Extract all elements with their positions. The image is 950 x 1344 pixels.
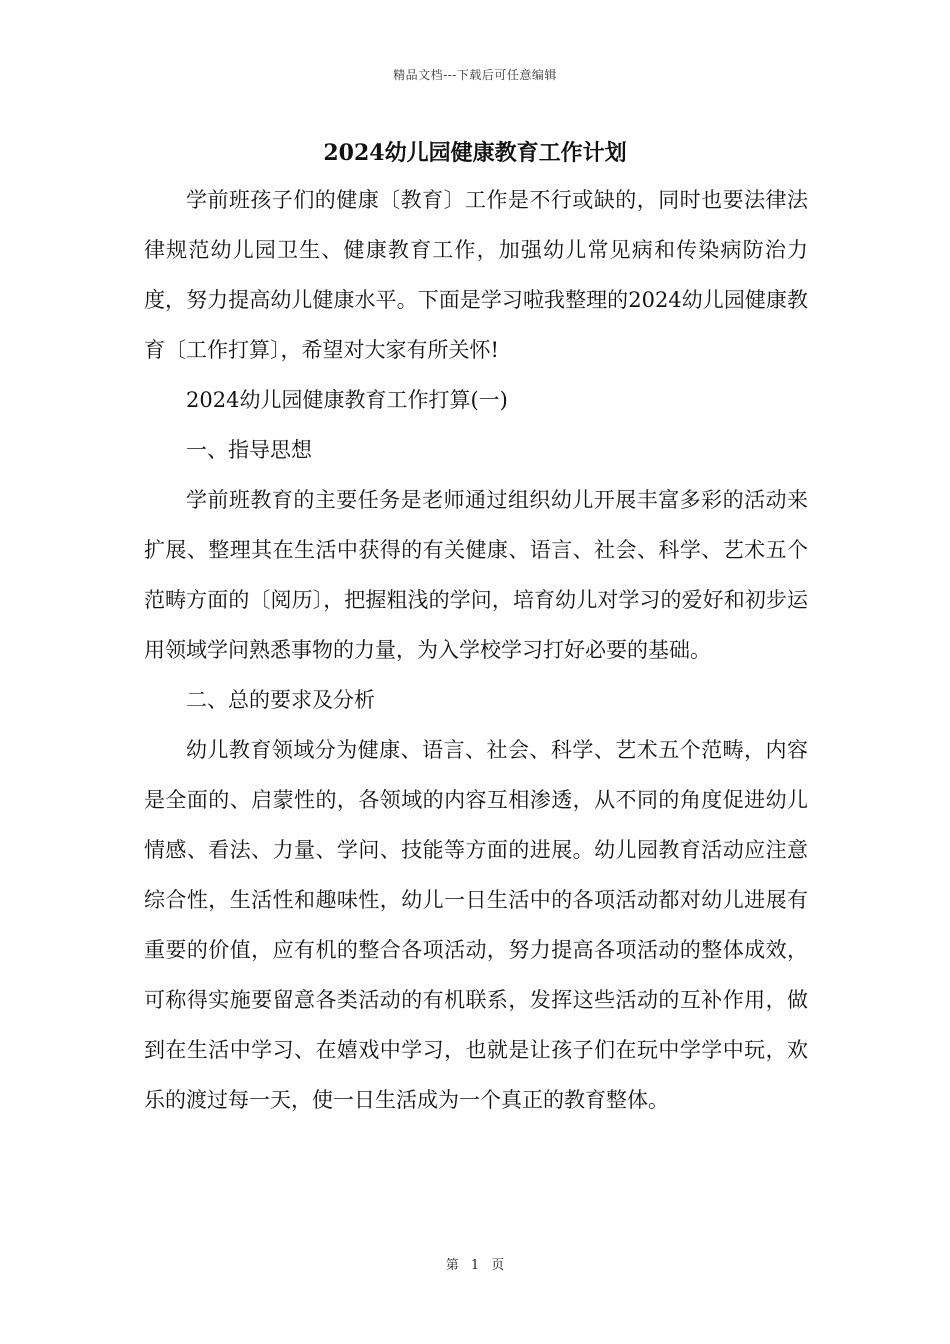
section-heading-plan-one: 2024幼儿园健康教育工作打算(一) <box>186 388 508 412</box>
footer-page-number: 1 <box>470 1258 480 1273</box>
document-title: 2024幼儿园健康教育工作计划 <box>323 140 627 166</box>
intro-paragraph: 学前班孩子们的健康〔教育〕工作是不行或缺的，同时也要法律法律规范幼儿园卫生、健康教育工作，加强幼儿常见病和传染病防治力度，努力提高幼儿健康水平。下面是学习啦我整理的2024幼儿园健康教育〔工作打算〕，希望对大家有所关怀! <box>144 188 808 362</box>
footer-prefix: 第 <box>445 1258 459 1273</box>
document-body <box>144 175 808 1125</box>
page-footer <box>0 1254 950 1273</box>
header-note: 精品文档---下载后可任意编辑 <box>393 68 557 82</box>
section-heading-guiding-ideology: 一、指导思想 <box>186 438 312 462</box>
footer-suffix: 页 <box>491 1258 505 1273</box>
requirements-paragraph: 幼儿教育领域分为健康、语言、社会、科学、艺术五个范畴，内容是全面的、启蒙性的，各领域的内容互相渗透，从不同的角度促进幼儿情感、看法、力量、学问、技能等方面的进展。幼儿园教育活动应注意综合性，生活性和趣味性，幼儿一日生活中的各项活动都对幼儿进展有重要的价值，应有机的整合各项活动，努力提高各项活动的整体成效，可称得实施要留意各类活动的有机联系，发挥这些活动的互补作用，做到在生活中学习、在嬉戏中学习，也就是让孩子们在玩中学学中玩，欢乐的渡过每一天，使一日生活成为一个真正的教育整体。 <box>144 738 808 1112</box>
section-heading-requirements: 二、总的要求及分析 <box>186 688 375 712</box>
guiding-ideology-paragraph: 学前班教育的主要任务是老师通过组织幼儿开展丰富多彩的活动来扩展、整理其在生活中获得的有关健康、语言、社会、科学、艺术五个范畴方面的〔阅历〕，把握粗浅的学问，培育幼儿对学习的爱好和初步运用领域学问熟悉事物的力量，为入学校学习打好必要的基础。 <box>144 488 808 662</box>
